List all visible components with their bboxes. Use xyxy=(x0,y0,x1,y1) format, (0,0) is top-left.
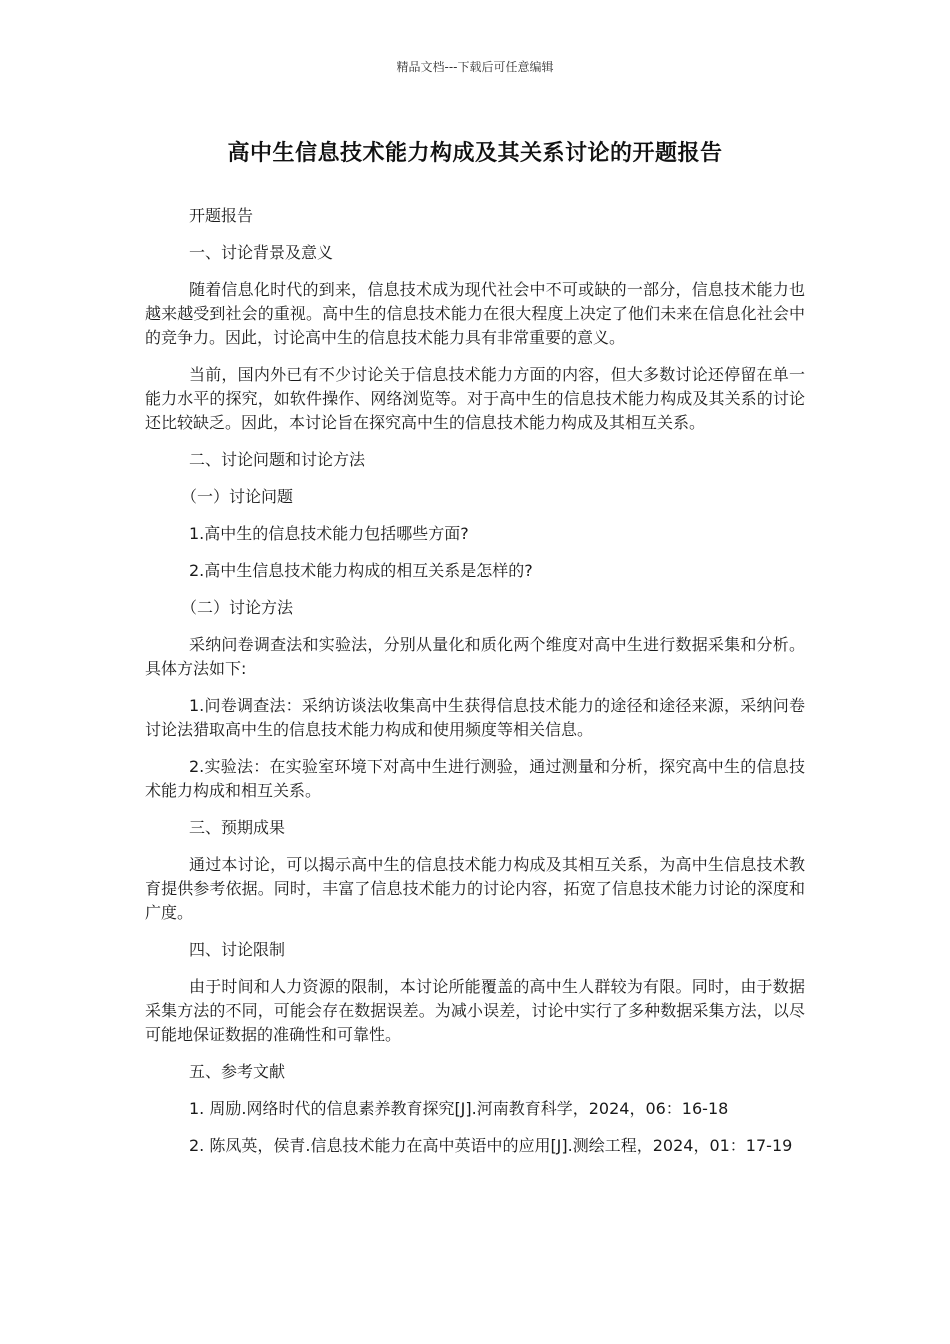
header-note: 精品文档---下载后可任意编辑 xyxy=(396,60,554,74)
paragraph-outcomes: 通过本讨论，可以揭示高中生的信息技术能力构成及其相互关系，为高中生信息技术教育提供参考依据。同时，丰富了信息技术能力的讨论内容，拓宽了信息技术能力讨论的深度和广度。 xyxy=(145,855,805,922)
section-heading-questions-methods: 二、讨论问题和讨论方法 xyxy=(189,450,366,469)
paragraph-background-2: 当前，国内外已有不少讨论关于信息技术能力方面的内容，但大多数讨论还停留在单一能力水平的探究，如软件操作、网络浏览等。对于高中生的信息技术能力构成及其关系的讨论还比较缺乏。因此，本讨论旨在探究高中生的信息技术能力构成及其相互关系。 xyxy=(145,365,805,432)
document-body xyxy=(145,204,805,1171)
section-heading-background: 一、讨论背景及意义 xyxy=(189,243,334,262)
report-label: 开题报告 xyxy=(189,206,254,225)
question-item-1: 1.高中生的信息技术能力包括哪些方面? xyxy=(189,524,469,543)
paragraph-methods-intro: 采纳问卷调查法和实验法，分别从量化和质化两个维度对高中生进行数据采集和分析。具体方法如下: xyxy=(145,635,805,678)
section-heading-references: 五、参考文献 xyxy=(189,1062,286,1081)
document-title: 高中生信息技术能力构成及其关系讨论的开题报告 xyxy=(227,141,723,166)
subheading-questions: （一）讨论问题 xyxy=(181,487,294,506)
method-item-survey: 1.问卷调查法：采纳访谈法收集高中生获得信息技术能力的途径和途径来源，采纳问卷讨论法猎取高中生的信息技术能力构成和使用频度等相关信息。 xyxy=(145,696,805,739)
reference-item-2: 2. 陈凤英，侯青.信息技术能力在高中英语中的应用[J].测绘工程，2024，01：17-19 xyxy=(189,1136,793,1155)
section-heading-outcomes: 三、预期成果 xyxy=(189,818,286,837)
section-heading-limitations: 四、讨论限制 xyxy=(189,940,286,959)
question-item-2: 2.高中生信息技术能力构成的相互关系是怎样的? xyxy=(189,561,533,580)
method-item-experiment: 2.实验法：在实验室环境下对高中生进行测验，通过测量和分析，探究高中生的信息技术能力构成和相互关系。 xyxy=(145,757,805,800)
reference-item-1: 1. 周励.网络时代的信息素养教育探究[J].河南教育科学，2024，06：16-18 xyxy=(189,1099,729,1118)
paragraph-limitations: 由于时间和人力资源的限制，本讨论所能覆盖的高中生人群较为有限。同时，由于数据采集方法的不同，可能会存在数据误差。为减小误差，讨论中实行了多种数据采集方法，以尽可能地保证数据的准确性和可靠性。 xyxy=(145,977,805,1044)
paragraph-background-1: 随着信息化时代的到来，信息技术成为现代社会中不可或缺的一部分，信息技术能力也越来越受到社会的重视。高中生的信息技术能力在很大程度上决定了他们未来在信息化社会中的竞争力。因此，讨论高中生的信息技术能力具有非常重要的意义。 xyxy=(145,280,805,347)
subheading-methods: （二）讨论方法 xyxy=(181,598,294,617)
